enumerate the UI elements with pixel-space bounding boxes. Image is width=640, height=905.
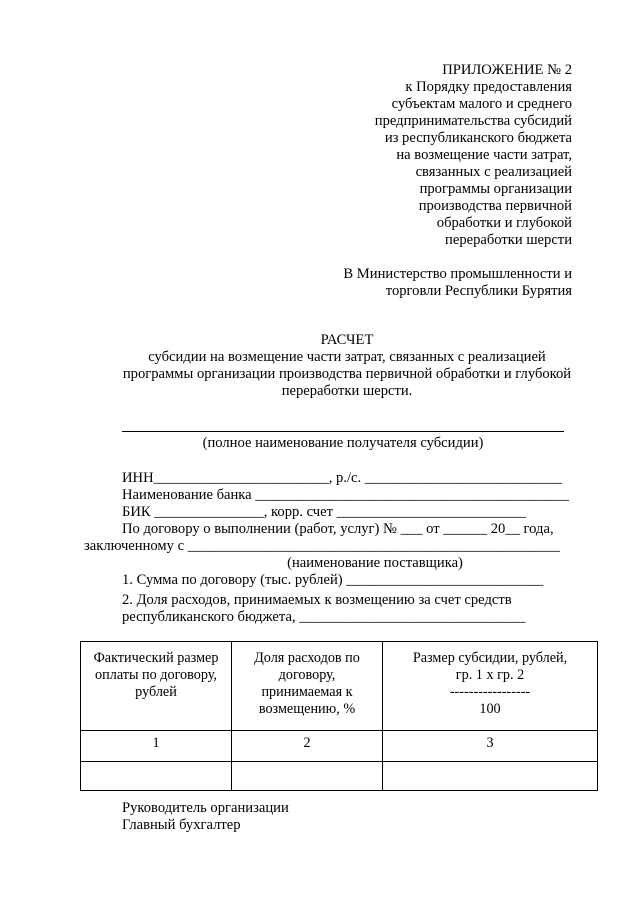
empty-cell bbox=[383, 762, 598, 791]
recipient-caption: (полное наименование получателя субсидии) bbox=[202, 435, 484, 451]
appendix-line: производства первичной bbox=[418, 198, 572, 214]
subsidy-calculation-table bbox=[80, 641, 598, 791]
signature-accountant: Главный бухгалтер bbox=[122, 817, 241, 833]
expense-share-label: 2. Доля расходов, принимаемых к возмещению за счет средств bbox=[122, 592, 512, 608]
table-header-row bbox=[81, 642, 598, 731]
column-number: 3 bbox=[383, 731, 598, 762]
document-heading: РАСЧЕТ bbox=[320, 332, 374, 348]
contract-sum-field: 1. Сумма по договору (тыс. рублей) ___________________________ bbox=[122, 572, 544, 588]
title-line: субсидии на возмещение части затрат, связанных с реализацией bbox=[148, 349, 546, 365]
title-line: переработки шерсти. bbox=[281, 383, 413, 399]
appendix-line: из республиканского бюджета bbox=[384, 130, 572, 146]
title-line: программы организации производства первичной обработки и глубокой bbox=[122, 366, 572, 382]
table-row bbox=[81, 731, 598, 762]
appendix-line: на возмещение части затрат, bbox=[396, 147, 572, 163]
column-number: 2 bbox=[232, 731, 383, 762]
empty-cell bbox=[232, 762, 383, 791]
header-subsidy-amount: Размер субсидии, рублей, гр. 1 х гр. 2 ----------------- 100 bbox=[383, 642, 598, 731]
concluded-with-field: заключенному с ___________________________________________________ bbox=[84, 538, 560, 554]
appendix-title: ПРИЛОЖЕНИЕ № 2 bbox=[442, 62, 572, 78]
bank-name-field: Наименование банка ___________________________________________ bbox=[122, 487, 570, 503]
appendix-line: субъектам малого и среднего bbox=[391, 96, 572, 112]
appendix-line: к Порядку предоставления bbox=[405, 79, 572, 95]
bik-corr-account-field: БИК _______________, корр. счет __________________________ bbox=[122, 504, 527, 520]
empty-cell bbox=[81, 762, 232, 791]
appendix-line: предпринимательства субсидий bbox=[374, 113, 572, 129]
recipient-name-line bbox=[122, 431, 564, 432]
header-expense-share: Доля расходов по договору, принимаемая к возмещению, % bbox=[232, 642, 383, 731]
table-row bbox=[81, 762, 598, 791]
supplier-caption: (наименование поставщика) bbox=[287, 555, 463, 571]
contract-field: По договору о выполнении (работ, услуг) № ___ от ______ 20__ года, bbox=[122, 521, 554, 537]
header-actual-payment: Фактический размер оплаты по договору, рублей bbox=[81, 642, 232, 731]
signature-head: Руководитель организации bbox=[122, 800, 289, 816]
appendix-line: обработки и глубокой bbox=[436, 215, 572, 231]
appendix-line: программы организации bbox=[419, 181, 572, 197]
inn-account-field: ИНН________________________, р./с. ___________________________ bbox=[122, 470, 562, 486]
appendix-line: связанных с реализацией bbox=[415, 164, 572, 180]
expense-share-field: республиканского бюджета, _______________________________ bbox=[122, 609, 526, 625]
column-number: 1 bbox=[81, 731, 232, 762]
addressee-line: В Министерство промышленности и bbox=[343, 266, 572, 282]
appendix-line: переработки шерсти bbox=[445, 232, 572, 248]
addressee-line: торговли Республики Бурятия bbox=[385, 283, 572, 299]
